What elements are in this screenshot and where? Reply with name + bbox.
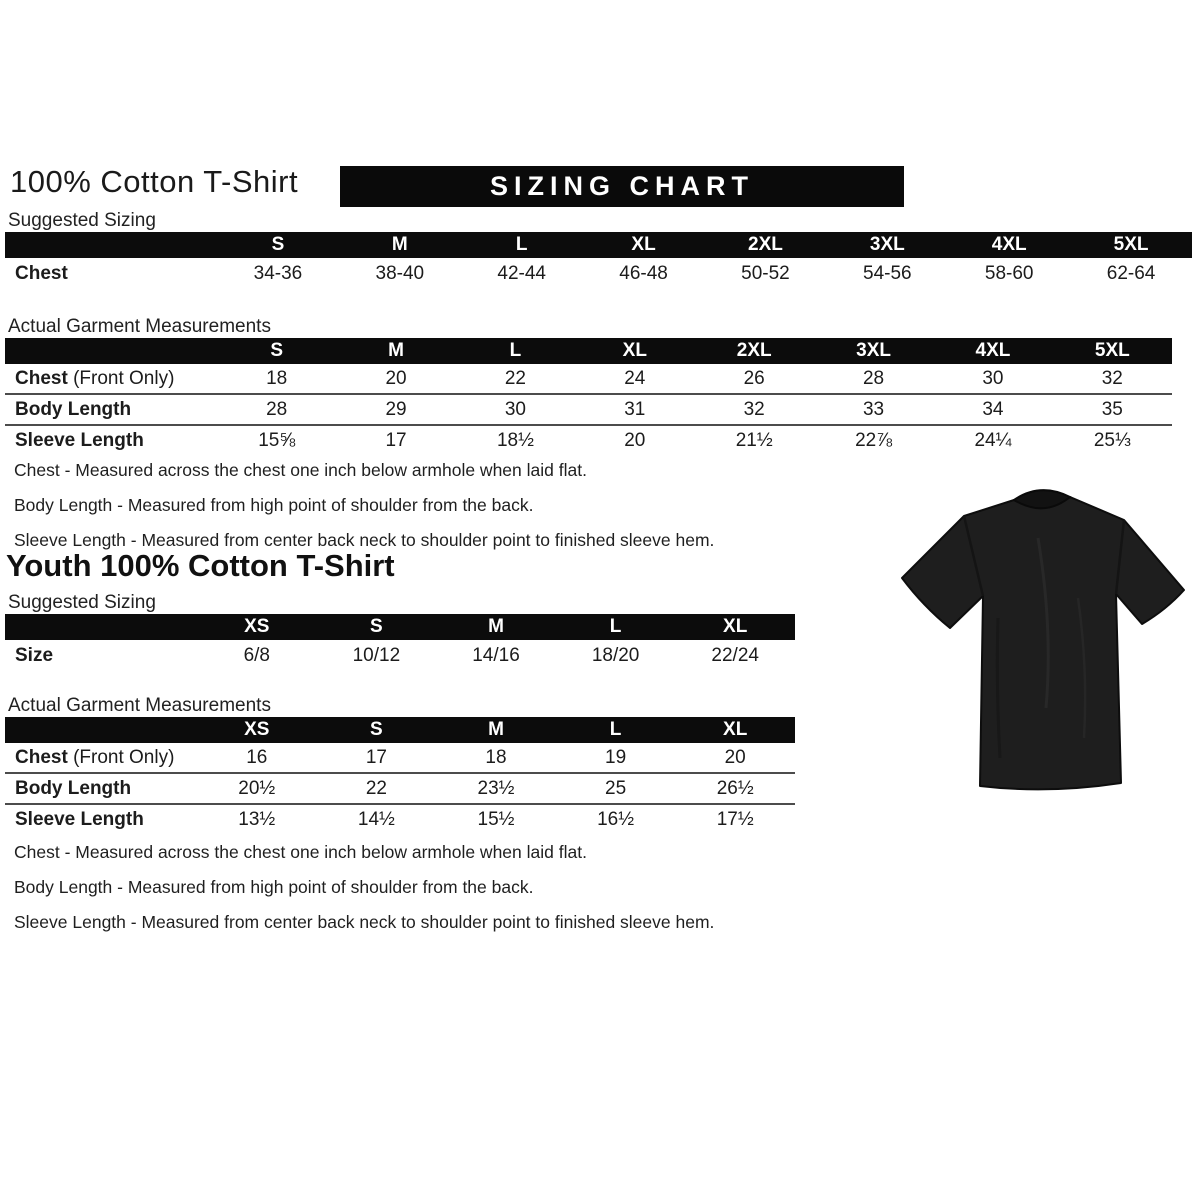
size-column-header: 3XL (869, 234, 905, 255)
row-label-text: Chest (15, 746, 68, 768)
measurement-value: 24¼ (974, 429, 1012, 451)
measurement-value: 25⅓ (1093, 429, 1131, 451)
measurement-value: 18/20 (591, 644, 640, 666)
row-label (5, 778, 197, 800)
measurement-value: 58-60 (984, 262, 1034, 284)
measurement-value: 31 (624, 398, 646, 420)
row-label-text: Body Length (15, 398, 132, 420)
measurement-value: 35 (1101, 398, 1123, 420)
note-chest: Chest - Measured across the chest one inch below armhole when laid flat. (14, 842, 587, 862)
note-sleeve-length: Sleeve Length - Measured from center back neck to shoulder point to finished sleeve hem. (14, 530, 715, 550)
size-column-header: M (488, 616, 504, 637)
measurement-value: 21½ (735, 429, 773, 451)
youth-title: Youth 100% Cotton T-Shirt (6, 548, 395, 583)
size-column-header: 2XL (736, 340, 772, 361)
measurement-value: 15½ (477, 808, 515, 830)
measurement-value: 26 (743, 367, 765, 389)
size-column-header: L (509, 340, 522, 361)
measurement-value: 28 (266, 398, 288, 420)
sizing-chart-banner (341, 167, 903, 206)
measurement-value: 17 (365, 746, 387, 768)
measurement-value: 25 (605, 777, 627, 799)
size-column-header: S (370, 719, 383, 740)
measurement-value: 22/24 (711, 644, 759, 666)
measurement-value: 28 (862, 367, 885, 389)
measurement-value: 18 (266, 367, 288, 389)
size-column-header: XL (723, 719, 748, 740)
table-row (5, 364, 1172, 393)
youth-measurement-notes (14, 842, 714, 947)
measurement-value: 13½ (238, 808, 276, 830)
measurement-value: 20 (724, 746, 746, 768)
youth-measurements-table (5, 717, 795, 834)
size-column-header: 4XL (975, 340, 1011, 361)
row-label: Chest (Front Only) (15, 746, 175, 768)
adult-measurements-label: Actual Garment Measurements (8, 316, 271, 337)
measurement-value: 30 (504, 398, 526, 420)
measurement-value: 32 (743, 398, 765, 420)
row-label-text: Chest (15, 262, 68, 284)
row-label (5, 809, 197, 831)
measurement-value: 16 (246, 746, 268, 768)
size-column-header: XL (723, 616, 748, 637)
measurement-value: 62-64 (1106, 262, 1156, 284)
youth-suggested-sizing-label: Suggested Sizing (8, 592, 156, 613)
size-column-header: 5XL (1094, 340, 1130, 361)
table-row (5, 772, 795, 803)
row-label-text: Chest (15, 367, 68, 389)
adult-measurements-table (5, 338, 1172, 455)
row-label (5, 399, 217, 421)
tshirt-image (888, 478, 1198, 814)
measurement-value: 22 (365, 777, 387, 799)
row-label (5, 430, 217, 452)
table-row (5, 258, 1192, 289)
table-header-row (5, 338, 1172, 364)
size-column-header: 5XL (1113, 234, 1149, 255)
measurement-value: 22⅞ (855, 429, 893, 451)
row-label (5, 645, 197, 667)
row-label: Chest (Front Only) (15, 367, 175, 389)
measurement-value: 42-44 (497, 262, 546, 284)
youth-measurements-label: Actual Garment Measurements (8, 695, 271, 716)
note-sleeve-length: Sleeve Length - Measured from center back neck to shoulder point to finished sleeve hem. (14, 912, 715, 932)
table-header-row (5, 614, 795, 640)
measurement-value: 6/8 (243, 644, 270, 666)
size-column-header: L (515, 234, 528, 255)
measurement-value: 33 (862, 398, 885, 420)
size-column-header: M (488, 719, 504, 740)
measurement-value: 10/12 (352, 644, 401, 666)
measurement-value: 32 (1101, 367, 1123, 389)
size-column-header: L (609, 616, 622, 637)
measurement-value: 20 (624, 429, 646, 451)
table-header-row (5, 232, 1192, 258)
measurement-value: 26½ (716, 777, 754, 799)
note-chest: Chest - Measured across the chest one inch below armhole when laid flat. (14, 460, 587, 480)
size-column-header: XL (622, 340, 647, 361)
row-label-text: Sleeve Length (15, 429, 144, 451)
size-column-header: S (271, 234, 285, 255)
measurement-value: 34 (982, 398, 1004, 420)
measurement-value: 20½ (238, 777, 276, 799)
size-column-header: 4XL (991, 234, 1027, 255)
youth-suggested-sizing-table (5, 614, 795, 671)
measurement-value: 14½ (357, 808, 395, 830)
measurement-value: 38-40 (375, 262, 425, 284)
size-column-header: S (370, 616, 383, 637)
adult-suggested-sizing-table (5, 232, 1192, 289)
measurement-value: 15⅝ (258, 429, 296, 451)
row-label (5, 263, 217, 285)
size-column-header: XL (631, 234, 656, 255)
size-column-header: XS (244, 719, 270, 740)
size-column-header: M (388, 340, 404, 361)
measurement-value: 18½ (496, 429, 534, 451)
measurement-value: 50-52 (741, 262, 790, 284)
note-body-length: Body Length - Measured from high point of shoulder from the back. (14, 877, 534, 897)
page-title: 100% Cotton T-Shirt (10, 164, 299, 199)
size-column-header: S (270, 340, 284, 361)
table-row (5, 743, 795, 772)
table-row (5, 640, 795, 671)
measurement-value: 18 (485, 746, 507, 768)
measurement-value: 29 (385, 398, 407, 420)
adult-suggested-sizing-label: Suggested Sizing (8, 210, 156, 231)
measurement-value: 20 (385, 367, 407, 389)
measurement-value: 23½ (477, 777, 515, 799)
size-column-header: 3XL (856, 340, 891, 361)
row-label-text: Size (15, 644, 54, 666)
table-row (5, 393, 1172, 424)
measurement-value: 14/16 (472, 644, 520, 666)
measurement-value: 22 (504, 367, 526, 389)
measurement-value: 24 (624, 367, 646, 389)
size-column-header: M (391, 234, 408, 255)
measurement-value: 54-56 (863, 262, 912, 284)
table-header-row (5, 717, 795, 743)
measurement-value: 16½ (597, 808, 635, 830)
size-column-header: 2XL (748, 234, 783, 255)
measurement-value: 19 (605, 746, 627, 768)
row-label-text: Sleeve Length (15, 808, 144, 830)
table-row (5, 803, 795, 834)
row-label-text: Body Length (15, 777, 132, 799)
measurement-value: 17½ (716, 808, 754, 830)
table-row (5, 424, 1172, 455)
measurement-value: 34-36 (253, 262, 303, 284)
measurement-value: 46-48 (619, 262, 668, 284)
size-column-header: L (609, 719, 622, 740)
sizing-chart-banner-text: SIZING CHART (490, 171, 754, 201)
size-column-header: XS (244, 616, 270, 637)
measurement-value: 30 (982, 367, 1004, 389)
note-body-length: Body Length - Measured from high point of shoulder from the back. (14, 495, 534, 515)
measurement-value: 17 (385, 429, 407, 451)
